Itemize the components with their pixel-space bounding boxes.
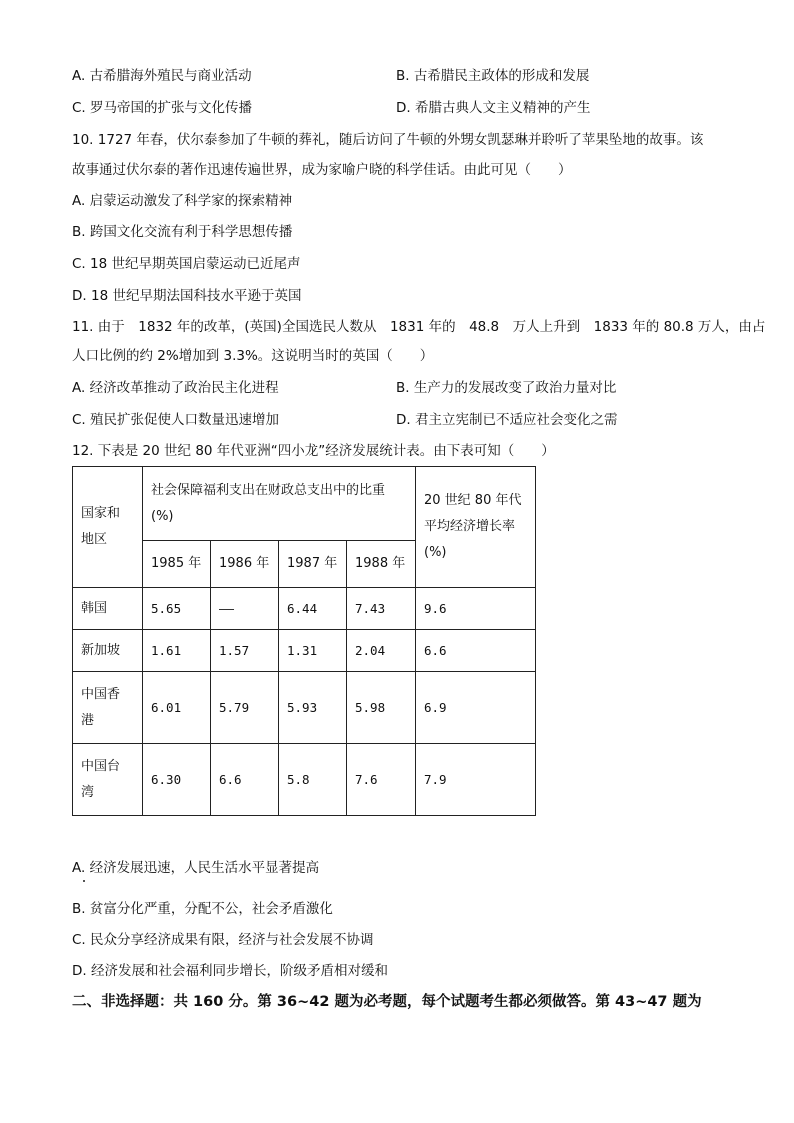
table-cell: 6.30 xyxy=(143,744,211,816)
q11-option-c: C. 殖民扩张促使人口数量迅速增加 xyxy=(72,412,280,428)
header-growth: 20 世纪 80 年代 平均经济增长率 (%) xyxy=(416,467,536,588)
header-year: 1985 年 xyxy=(143,541,211,588)
table-cell: 6.01 xyxy=(143,672,211,744)
q12-stem: 12. 下表是 20 世纪 80 年代亚洲“四小龙”经济发展统计表。由下表可知（ ） xyxy=(72,443,555,459)
table-cell-growth: 6.9 xyxy=(416,672,536,744)
q9-option-b: B. 古希腊民主政体的形成和发展 xyxy=(396,68,590,84)
section2-heading: 二、非选择题：共 160 分。第 36~42 题为必考题，每个试题考生都必须做答。第 43~47 题为 xyxy=(72,994,702,1010)
table-row xyxy=(73,744,536,816)
table-cell: 1.61 xyxy=(143,630,211,672)
table-cell: 5.65 xyxy=(143,588,211,630)
q9-option-a: A. 古希腊海外殖民与商业活动 xyxy=(72,68,252,84)
header-region: 国家和 地区 xyxy=(73,467,143,588)
q10-option-d: D. 18 世纪早期法国科技水平逊于英国 xyxy=(72,288,302,304)
header-year: 1987 年 xyxy=(279,541,347,588)
table-cell-growth: 9.6 xyxy=(416,588,536,630)
row-name: 新加坡 xyxy=(73,630,143,672)
q9-option-d: D. 希腊古典人文主义精神的产生 xyxy=(396,100,591,116)
table-cell: 5.93 xyxy=(279,672,347,744)
table-cell: 6.6 xyxy=(211,744,279,816)
q11-option-d: D. 君主立宪制已不适应社会变化之需 xyxy=(396,412,618,428)
table-cell: —— xyxy=(211,588,279,630)
q10-option-b: B. 跨国文化交流有利于科学思想传播 xyxy=(72,224,293,240)
statistics-table xyxy=(72,466,536,816)
q12-option-b: B. 贫富分化严重，分配不公，社会矛盾激化 xyxy=(72,901,333,917)
row-name: 中国香 港 xyxy=(73,672,143,744)
q10-option-c: C. 18 世纪早期英国启蒙运动已近尾声 xyxy=(72,256,301,272)
stray-dot xyxy=(83,880,85,882)
table-cell: 6.44 xyxy=(279,588,347,630)
q10-stem-line2: 故事通过伏尔泰的著作迅速传遍世界，成为家喻户晓的科学佳话。由此可见（ ） xyxy=(72,162,572,178)
q10-option-a: A. 启蒙运动激发了科学家的探索精神 xyxy=(72,193,293,209)
table-cell: 1.57 xyxy=(211,630,279,672)
table-cell: 1.31 xyxy=(279,630,347,672)
table-row xyxy=(73,630,536,672)
table-cell: 7.6 xyxy=(347,744,416,816)
table-row xyxy=(73,672,536,744)
table-row xyxy=(73,588,536,630)
q9-option-c: C. 罗马帝国的扩张与文化传播 xyxy=(72,100,253,116)
header-welfare: 社会保障福利支出在财政总支出中的比重 (%) xyxy=(143,467,416,541)
row-name: 中国台 湾 xyxy=(73,744,143,816)
table-cell: 5.8 xyxy=(279,744,347,816)
table-cell: 2.04 xyxy=(347,630,416,672)
row-name: 韩国 xyxy=(73,588,143,630)
table-cell: 5.79 xyxy=(211,672,279,744)
table-cell: 5.98 xyxy=(347,672,416,744)
q12-option-d: D. 经济发展和社会福利同步增长，阶级矛盾相对缓和 xyxy=(72,963,388,979)
table-cell-growth: 7.9 xyxy=(416,744,536,816)
q12-option-c: C. 民众分享经济成果有限，经济与社会发展不协调 xyxy=(72,932,374,948)
q11-option-b: B. 生产力的发展改变了政治力量对比 xyxy=(396,380,617,396)
table-cell: 7.43 xyxy=(347,588,416,630)
q11-option-a: A. 经济改革推动了政治民主化进程 xyxy=(72,380,279,396)
q12-option-a: A. 经济发展迅速，人民生活水平显著提高 xyxy=(72,860,320,876)
header-year: 1986 年 xyxy=(211,541,279,588)
q11-stem-line1: 11. 由于 1832 年的改革，(英国)全国选民人数从 1831 年的 48.8 万人上升到 1833 年的 80.8 万人，由占 xyxy=(72,319,766,335)
q11-stem-line2: 人口比例的约 2%增加到 3.3%。这说明当时的英国（ ） xyxy=(72,348,434,364)
q10-stem-line1: 10. 1727 年春，伏尔泰参加了牛顿的葬礼，随后访问了牛顿的外甥女凯瑟琳并聆听了苹果坠地的故事。该 xyxy=(72,132,704,148)
header-year: 1988 年 xyxy=(347,541,416,588)
table-cell-growth: 6.6 xyxy=(416,630,536,672)
